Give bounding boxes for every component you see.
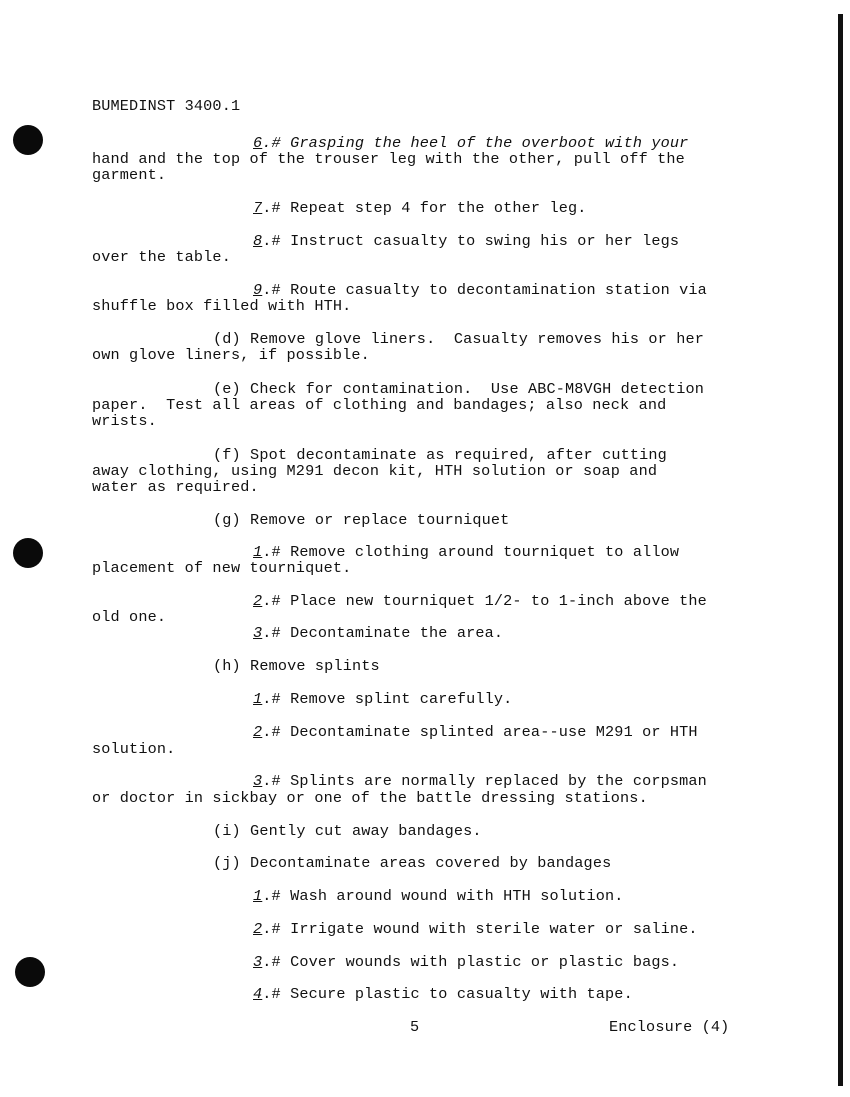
step-g2-line-2: old one. [92, 608, 167, 626]
step-j4-line-1: 4.# Secure plastic to casualty with tape. [253, 985, 633, 1003]
step-h3-line-1: 3.# Splints are normally replaced by the corpsman [253, 772, 707, 790]
step-number: 8 [253, 232, 263, 250]
step-number: 3 [253, 772, 263, 790]
step-h1-line-1: 1.# Remove splint carefully. [253, 690, 513, 708]
step-h2-line-1: 2.# Decontaminate splinted area--use M291 or HTH [253, 723, 698, 741]
step-j2-line-1: 2.# Irrigate wound with sterile water or saline. [253, 920, 698, 938]
punch-hole-top [13, 125, 43, 155]
step-g2-line-1: 2.# Place new tourniquet 1/2- to 1-inch above the [253, 592, 707, 610]
item-e-line-2: paper. Test all areas of clothing and bandages; also neck and [92, 396, 667, 414]
item-d-line-2: own glove liners, if possible. [92, 346, 370, 364]
item-f-line-3: water as required. [92, 478, 259, 496]
item-h-line-1: (h) Remove splints [213, 657, 380, 675]
step-7-line-1: 7.# Repeat step 4 for the other leg. [253, 199, 587, 217]
step-number: 1 [253, 887, 263, 905]
step-6-line-3: garment. [92, 166, 167, 184]
step-j3-line-1: 3.# Cover wounds with plastic or plastic bags. [253, 953, 680, 971]
step-6-line-2: hand and the top of the trouser leg with the other, pull off the [92, 150, 685, 168]
punch-hole-middle [13, 538, 43, 568]
item-j-line-1: (j) Decontaminate areas covered by bandages [213, 854, 612, 872]
step-number: 2 [253, 920, 263, 938]
punch-hole-bottom [15, 957, 45, 987]
step-number: 2 [253, 723, 263, 741]
item-d-line-1: (d) Remove glove liners. Casualty removes his or her [213, 330, 704, 348]
step-9-line-2: shuffle box filled with HTH. [92, 297, 352, 315]
item-f-line-1: (f) Spot decontaminate as required, after cutting [213, 446, 667, 464]
step-8-line-2: over the table. [92, 248, 231, 266]
step-g3-line-1: 3.# Decontaminate the area. [253, 624, 504, 642]
step-g1-line-2: placement of new tourniquet. [92, 559, 352, 577]
step-j1-line-1: 1.# Wash around wound with HTH solution. [253, 887, 624, 905]
step-number: 4 [253, 985, 263, 1003]
step-number: 6 [253, 134, 263, 152]
document-header: BUMEDINST 3400.1 [92, 97, 241, 115]
step-number: 1 [253, 543, 263, 561]
step-h2-line-2: solution. [92, 740, 176, 758]
step-number: 9 [253, 281, 263, 299]
step-6-line-1: 6.# Grasping the heel of the overboot with your [253, 134, 689, 152]
step-number: 1 [253, 690, 263, 708]
step-number: 2 [253, 592, 263, 610]
item-g-line-1: (g) Remove or replace tourniquet [213, 511, 510, 529]
step-9-line-1: 9.# Route casualty to decontamination station via [253, 281, 707, 299]
page-edge-bar [838, 14, 843, 1086]
item-e-line-3: wrists. [92, 412, 157, 430]
step-h3-line-2: or doctor in sickbay or one of the battle dressing stations. [92, 789, 648, 807]
enclosure-label: Enclosure (4) [609, 1018, 730, 1036]
step-number: 3 [253, 953, 263, 971]
item-f-line-2: away clothing, using M291 decon kit, HTH solution or soap and [92, 462, 658, 480]
step-g1-line-1: 1.# Remove clothing around tourniquet to allow [253, 543, 680, 561]
page-number: 5 [410, 1018, 420, 1036]
step-number: 3 [253, 624, 263, 642]
item-e-line-1: (e) Check for contamination. Use ABC-M8VGH detection [213, 380, 704, 398]
step-number: 7 [253, 199, 263, 217]
step-8-line-1: 8.# Instruct casualty to swing his or her legs [253, 232, 680, 250]
item-i-line-1: (i) Gently cut away bandages. [213, 822, 482, 840]
